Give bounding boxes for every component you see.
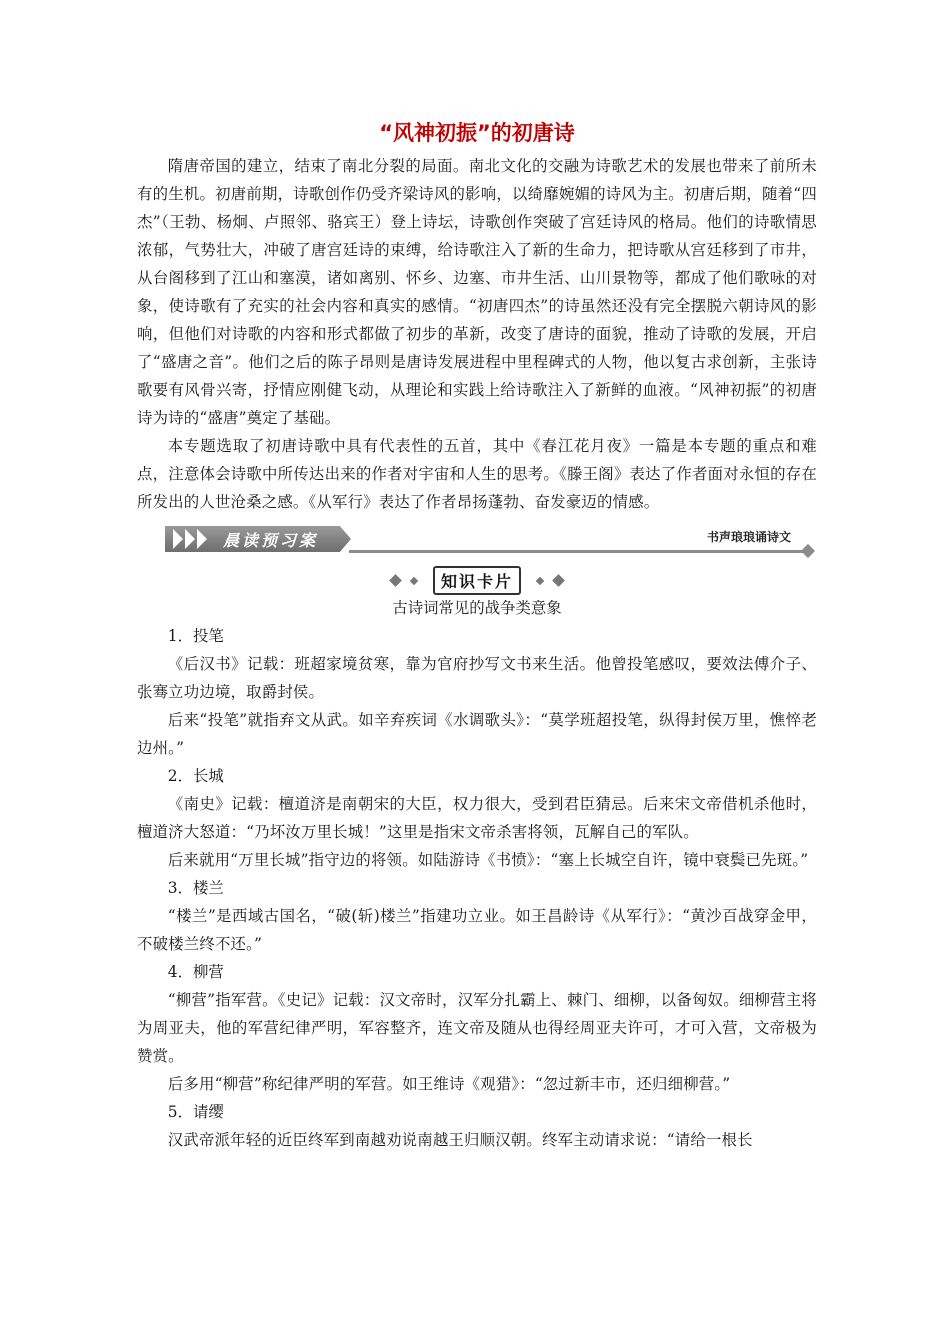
item-paragraph: 后多用“柳营”称纪律严明的军营。如王维诗《观猎》：“忽过新丰市，还归细柳营。” bbox=[167, 1075, 731, 1093]
item-heading: 3．楼兰 bbox=[167, 879, 224, 897]
diamond-icon bbox=[552, 574, 565, 587]
card-label: 知识卡片 bbox=[433, 566, 521, 595]
diamond-icon bbox=[389, 574, 402, 587]
page-content bbox=[137, 118, 817, 1154]
card-header bbox=[137, 566, 817, 594]
page-title: “风神初振”的初唐诗 bbox=[379, 121, 575, 145]
chevron-right-icon bbox=[173, 529, 183, 549]
banner-label: 晨读预习案 bbox=[223, 531, 319, 550]
item-paragraph: 后来就用“万里长城”指守边的将领。如陆游诗《书愤》：“塞上长城空自许，镜中衰鬓已先斑。” bbox=[167, 851, 809, 869]
item-heading: 1．投笔 bbox=[167, 627, 224, 645]
item-paragraph: 汉武帝派年轻的近臣终军到南越劝说南越王归顺汉朝。终军主动请求说：“请给一根长 bbox=[167, 1131, 753, 1149]
diamond-icon bbox=[410, 576, 418, 584]
item-heading: 5．请缨 bbox=[167, 1103, 224, 1121]
section-banner bbox=[135, 524, 817, 558]
item-heading: 2．长城 bbox=[167, 767, 224, 785]
card-subheading: 古诗词常见的战争类意象 bbox=[392, 599, 562, 617]
banner-right-label: 书声琅琅诵诗文 bbox=[706, 530, 791, 544]
intro-paragraph: 本专题选取了初唐诗歌中具有代表性的五首，其中《春江花月夜》一篇是本专题的重点和难点，注意体会诗歌中所传达出来的作者对宇宙和人生的思考。《滕王阁》表达了作者面对永恒的存在所发出的人世沧桑之感。《从军行》表达了作者昂扬蓬勃、奋发豪迈的情感。 bbox=[137, 437, 817, 511]
chevron-right-icon bbox=[197, 529, 207, 549]
item-paragraph: “楼兰”是西域古国名，“破(斩)楼兰”指建功立业。如王昌龄诗《从军行》：“黄沙百战穿金甲，不破楼兰终不还。” bbox=[137, 907, 817, 953]
chevron-right-icon bbox=[185, 529, 195, 549]
diamond-icon bbox=[801, 544, 815, 558]
item-paragraph: “柳营”指军营。《史记》记载：汉文帝时，汉军分扎霸上、棘门、细柳，以备匈奴。细柳营主将为周亚夫，他的军营纪律严明，军容整齐，连文帝及随从也得经周亚夫许可，才可入营，文帝极为赞赏。 bbox=[137, 991, 817, 1065]
item-paragraph: 后来“投笔”就指弃文从武。如辛弃疾词《水调歌头》：“莫学班超投笔，纵得封侯万里，憔悴老边州。” bbox=[137, 711, 817, 757]
diamond-icon bbox=[536, 576, 544, 584]
intro-paragraph: 隋唐帝国的建立，结束了南北分裂的局面。南北文化的交融为诗歌艺术的发展也带来了前所未有的生机。初唐前期，诗歌创作仍受齐梁诗风的影响，以绮靡婉媚的诗风为主。初唐后期，随着“四杰”（王勃、杨炯、卢照邻、骆宾王）登上诗坛，诗歌创作突破了宫廷诗风的格局。他们的诗歌情思浓郁，气势壮大，冲破了唐宫廷诗的束缚，给诗歌注入了新的生命力，把诗歌从宫廷移到了市井，从台阁移到了江山和塞漠，诸如离别、怀乡、边塞、市井生活、山川景物等，都成了他们歌咏的对象，使诗歌有了充实的社会内容和真实的感情。“初唐四杰”的诗虽然还没有完全摆脱六朝诗风的影响，但他们对诗歌的内容和形式都做了初步的革新，改变了唐诗的面貌，推动了诗歌的发展，开启了“盛唐之音”。他们之后的陈子昂则是唐诗发展进程中里程碑式的人物，他以复古求创新，主张诗歌要有风骨兴寄，抒情应刚健飞动，从理论和实践上给诗歌注入了新鲜的血液。“风神初振”的初唐诗为诗的“盛唐”奠定了基础。 bbox=[137, 157, 817, 427]
item-paragraph: 《后汉书》记载：班超家境贫寒，靠为官府抄写文书来生活。他曾投笔感叹，要效法傅介子、张骞立功边境，取爵封侯。 bbox=[137, 655, 817, 701]
banner-divider bbox=[349, 550, 805, 553]
item-paragraph: 《南史》记载：檀道济是南朝宋的大臣，权力很大，受到君臣猜忌。后来宋文帝借机杀他时，檀道济大怒道：“乃坏汝万里长城！”这里是指宋文帝杀害将领，瓦解自己的军队。 bbox=[137, 795, 817, 841]
item-heading: 4．柳营 bbox=[167, 963, 224, 981]
